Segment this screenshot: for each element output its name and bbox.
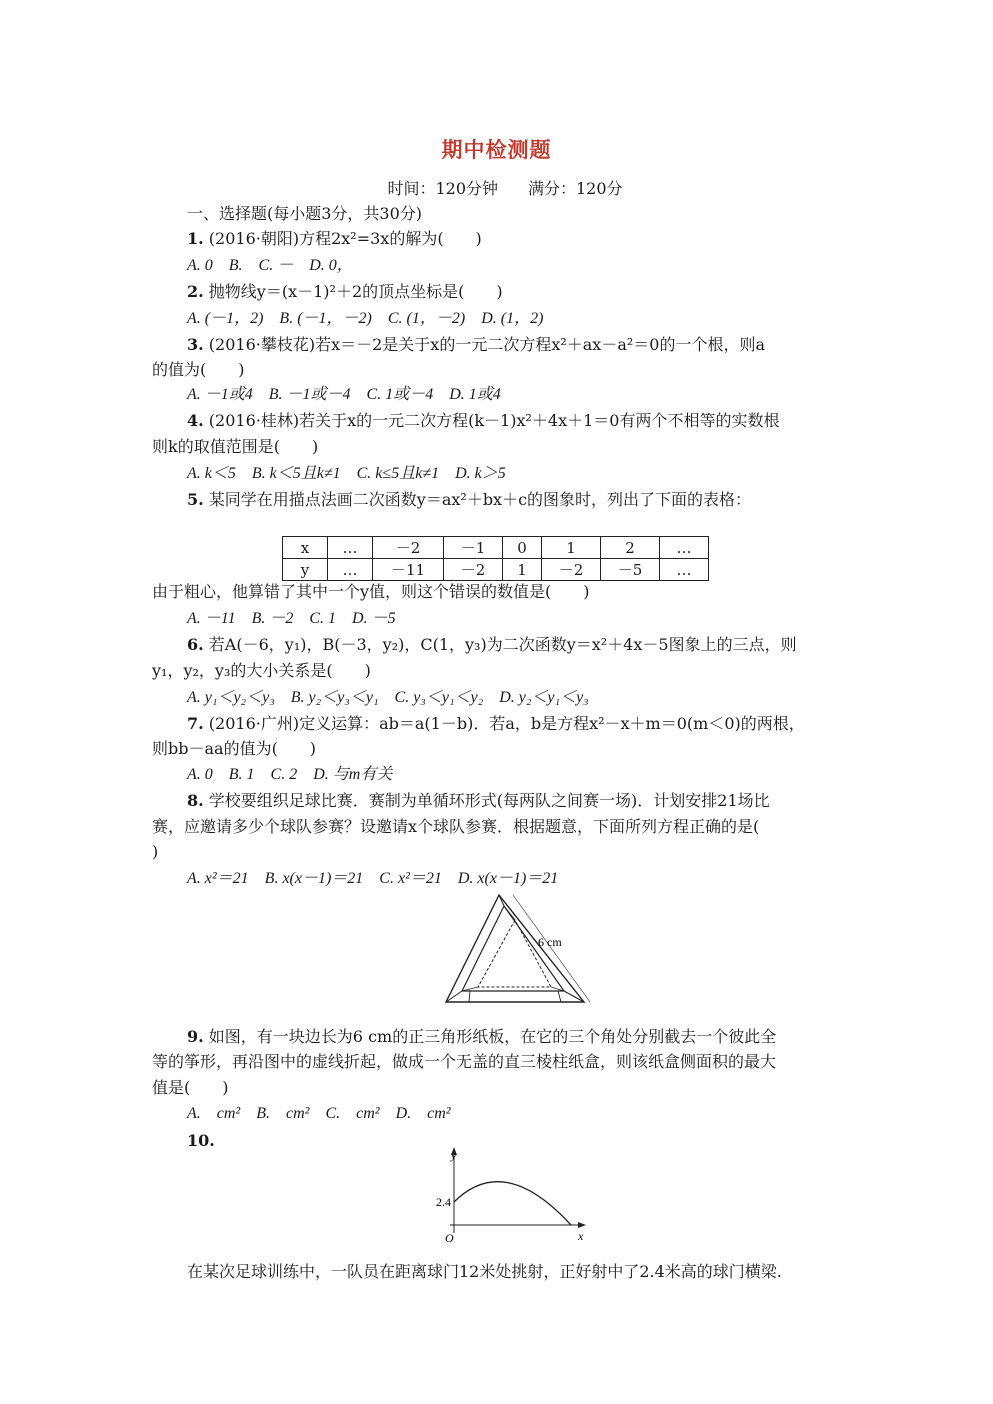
- x-axis-label: x: [578, 1229, 584, 1243]
- table-cell: －2: [542, 559, 601, 581]
- table-cell: －2: [444, 559, 503, 581]
- table-cell: －2: [373, 537, 444, 559]
- table-cell: …: [660, 559, 709, 581]
- question-number: 5.: [187, 490, 204, 509]
- triangle-figure: [440, 890, 590, 1005]
- question-number: 8.: [187, 791, 204, 810]
- question-number: 7.: [187, 714, 204, 733]
- origin-label: O: [445, 1231, 454, 1245]
- options-8: A. x²＝21 B. x(x－1)＝21 C. x²＝21 D. x(x－1)＝21: [187, 870, 559, 887]
- question-number: 3.: [187, 335, 204, 354]
- y-axis-label: y: [451, 1148, 457, 1162]
- question-text: (2016·桂林)若关于x的一元二次方程(k－1)x²＋4x＋1＝0有两个不相等的实数根: [208, 411, 780, 430]
- question-text: (2016·攀枝花)若x＝－2是关于x的一元二次方程x²＋ax－a²＝0的一个根，则a: [208, 335, 765, 354]
- question-8: [187, 791, 887, 811]
- table-cell: 2: [601, 537, 660, 559]
- question-3: [187, 335, 887, 355]
- options-4: A. k＜5 B. k＜5且k≠1 C. k≤5且k≠1 D. k＞5: [187, 465, 506, 482]
- table-cell: －1: [444, 537, 503, 559]
- question-4-cont: 则k的取值范围是( ): [152, 437, 319, 456]
- question-9: [187, 1027, 887, 1047]
- question-text: 如图，有一块边长为6 cm的正三角形纸板，在它的三个角处分别截去一个彼此全: [208, 1027, 777, 1046]
- section-heading: 一、选择题(每小题3分，共30分): [187, 204, 423, 223]
- table-cell: 1: [503, 559, 542, 581]
- question-number: 9.: [187, 1027, 204, 1046]
- question-6-cont: y₁，y₂，y₃的大小关系是( ): [152, 661, 371, 680]
- question-10-text: 在某次足球训练中，一队员在距离球门12米处挑射，正好射中了2.4米高的球门横梁.: [187, 1262, 782, 1281]
- options-3: A. －1或4 B. －1或－4 C. 1或－4 D. 1或4: [187, 386, 501, 403]
- options-7: A. 0 B. 1 C. 2 D. 与m有关: [187, 766, 393, 783]
- question-text: (2016·广州)定义运算：ab＝a(1－b)．若a，b是方程x²－x＋m＝0(m＜0)的两根，: [208, 714, 805, 733]
- table-cell: 1: [542, 537, 601, 559]
- table-cell: …: [328, 559, 373, 581]
- question-number: 10.: [187, 1131, 215, 1150]
- options-5: A. －11 B. －2 C. 1 D. －5: [187, 610, 396, 627]
- question-8-cont: 赛，应邀请多少个球队参赛？设邀请x个球队参赛．根据题意，下面所列方程正确的是(: [152, 817, 760, 836]
- question-number: 2.: [187, 282, 204, 301]
- question-6: [187, 635, 887, 655]
- exam-info: [0, 176, 993, 199]
- parabola-graph: [432, 1145, 592, 1255]
- question-1: [187, 229, 887, 249]
- question-number: 4.: [187, 411, 204, 430]
- question-2: [187, 282, 887, 302]
- question-5: [187, 490, 887, 510]
- side-length-label: 6 cm: [538, 935, 562, 949]
- table-cell: …: [660, 537, 709, 559]
- question-9-cont: 值是( ): [152, 1078, 229, 1097]
- table-row-x: [283, 537, 709, 559]
- table-cell: x: [283, 537, 328, 559]
- table-cell: …: [328, 537, 373, 559]
- page-title: 期中检测题: [441, 137, 552, 162]
- time-limit: 时间：120分钟: [387, 179, 498, 198]
- question-8-cont: ): [152, 842, 159, 861]
- question-text: 学校要组织足球比赛．赛制为单循环形式(每两队之间赛一场)．计划安排21场比: [208, 791, 770, 810]
- question-number: 6.: [187, 635, 204, 654]
- question-3-cont: 的值为( ): [152, 360, 245, 379]
- options-1: A. 0 B. C. － D. 0，: [187, 257, 353, 274]
- question-text: 若A(－6，y₁)，B(－3，y₂)，C(1，y₃)为二次函数y＝x²＋4x－5图象上的三点，则: [208, 635, 797, 654]
- question-7: [187, 714, 887, 734]
- question-5-cont: 由于粗心，他算错了其中一个y值，则这个错误的数值是( ): [152, 582, 590, 601]
- options-9: A. cm² B. cm² C. cm² D. cm²: [187, 1105, 451, 1122]
- question-4: [187, 411, 887, 431]
- value-table: [282, 536, 709, 581]
- full-score: 满分：120分: [528, 179, 623, 198]
- options-2: A. (－1，2) B. (－1，－2) C. (1，－2) D. (1，2): [187, 310, 544, 327]
- question-9-cont: 等的筝形，再沿图中的虚线折起，做成一个无盖的直三棱柱纸盒，则该纸盒侧面积的最大: [152, 1052, 777, 1071]
- table-row-y: [283, 559, 709, 581]
- table-cell: －11: [373, 559, 444, 581]
- table-cell: －5: [601, 559, 660, 581]
- y-tick-label: 2.4: [436, 1195, 451, 1209]
- question-text: 某同学在用描点法画二次函数y＝ax²＋bx＋c的图象时，列出了下面的表格：: [208, 490, 752, 509]
- table-cell: 0: [503, 537, 542, 559]
- options-6: A. y₁＜y₂＜y₃ B. y₂＜y₃＜y₁ C. y₃＜y₁＜y₂ D. y₂＜y₁＜y₃: [187, 689, 589, 706]
- question-7-cont: 则bb－aa的值为( ): [152, 739, 317, 758]
- question-text: (2016·朝阳)方程2x²=3x的解为( ): [208, 229, 482, 248]
- question-number: 1.: [187, 229, 204, 248]
- question-text: 抛物线y＝(x－1)²＋2的顶点坐标是( ): [208, 282, 503, 301]
- table-cell: y: [283, 559, 328, 581]
